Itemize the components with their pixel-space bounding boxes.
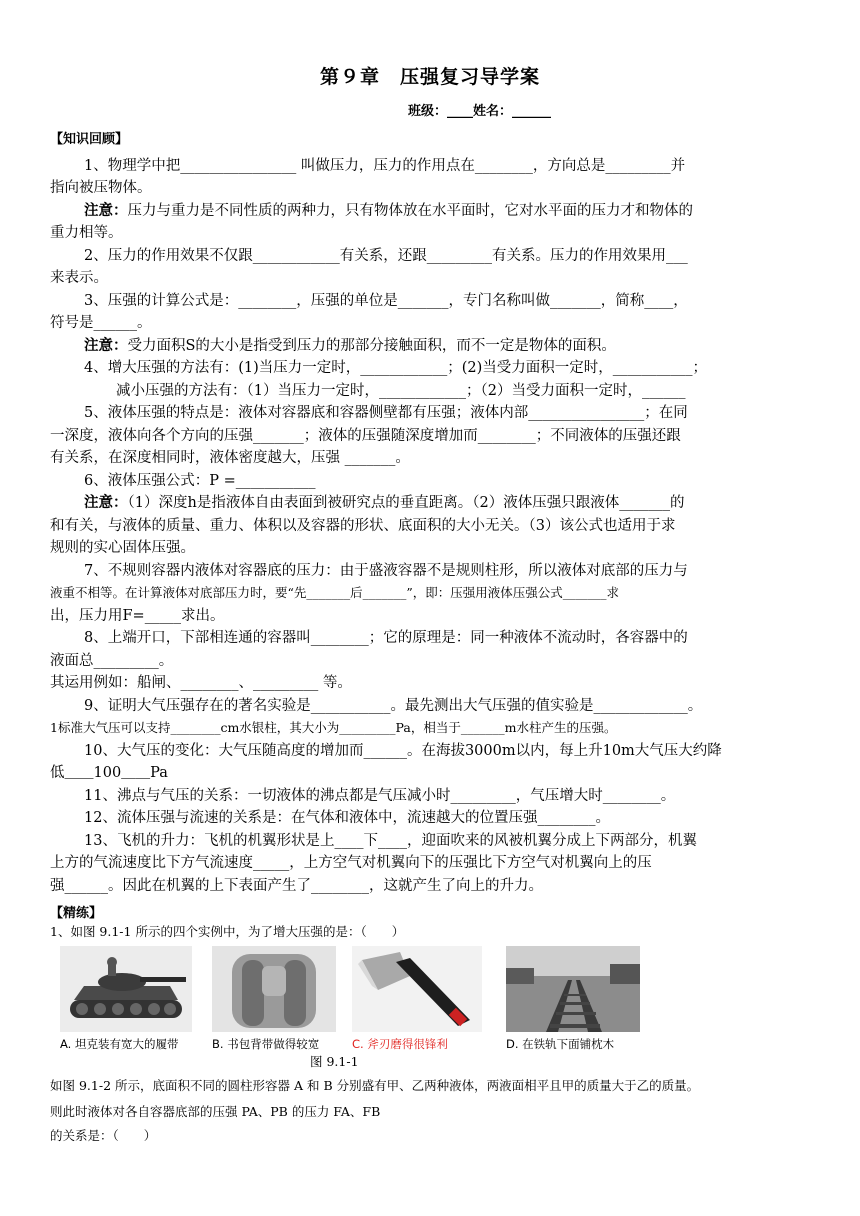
section-heading-practice: 【精练】 (50, 906, 103, 921)
text-line: 1标准大气压可以支持________cm水银柱，其大小为_________Pa，相当于_______m水柱产生的压强。 (50, 720, 617, 735)
photo-axe (352, 946, 482, 1056)
text-line: 上方的气流速度比下方气流速度_____，上方空气对机翼向下的压强比下方空气对机翼向上的压 (50, 855, 652, 871)
note-label: 注意： (84, 337, 128, 354)
text-line: 符号是______。 (50, 315, 152, 331)
text-line: 注意：受力面积S的大小是指受到压力的那部分接触面积，而不一定是物体的面积。 (84, 337, 616, 354)
text-line: 指向被压物体。 (50, 180, 152, 196)
text-line: 注意：（1）深度h是指液体自由表面到被研究点的垂直距离。（2）液体压强只跟液体_______的 (84, 494, 685, 511)
text-line: 5、液体压强的特点是：液体对容器底和容器侧壁都有压强；液体内部________________；在同 (84, 405, 688, 421)
question-1: 1、如图 9.1-1 所示的四个实例中，为了增大压强的是：（ ） (50, 924, 405, 939)
caption-a: A. 坦克装有宽大的履带 (60, 1037, 179, 1051)
text-line: 规则的实心固体压强。 (50, 540, 195, 556)
figure-label: 图 9.1-1 (310, 1054, 359, 1069)
text-line: 8、上端开口，下部相连通的容器叫________；它的原理是：同一种液体不流动时，各容器中的 (84, 630, 688, 646)
figure-9-1-1 (60, 946, 640, 1056)
text-line: 强______。因此在机翼的上下表面产生了________，这就产生了向上的升力。 (50, 878, 543, 894)
text-line: 1、物理学中把________________ 叫做压力，压力的作用点在________，方向总是_________并 (84, 158, 686, 174)
question-2-line: 则此时液体对各自容器底部的压强 PA、PB 的压力 FA、FB (50, 1104, 381, 1119)
text-line: 2、压力的作用效果不仅跟____________有关系，还跟_________有关系。压力的作用效果用___ (84, 248, 688, 264)
text-line: 9、证明大气压强存在的著名实验是___________。最先测出大气压强的值实验是_____________。 (84, 698, 703, 714)
text-line: 6、液体压强公式：P =___________ (84, 473, 316, 489)
question-2-line: 如图 9.1-2 所示，底面积不同的圆柱形容器 A 和 B 分别盛有甲、乙两种液体，两液面相平且甲的质量大于乙的质量。 (50, 1078, 700, 1093)
text-line: 10、大气压的变化：大气压随高度的增加而______。在海拔3000m以内，每上升10m大气压大约降 (84, 743, 722, 759)
text-line: 11、沸点与气压的关系：一切液体的沸点都是气压减小时_________，气压增大时________。 (84, 788, 676, 804)
text-line: 液面总_________。 (50, 653, 174, 669)
railway-image (506, 946, 640, 1032)
text-line: 有关系，在深度相同时，液体密度越大，压强 _______。 (50, 450, 410, 466)
class-name-line: 班级：____姓名：______ (408, 104, 552, 119)
axe-image (352, 946, 482, 1032)
text-line: 液重不相等。在计算液体对底部压力时，要“先_______后_______”，即：压强用液体压强公式_______求 (50, 585, 620, 600)
text-line: 减小压强的方法有：（1）当压力一定时，____________；（2）当受力面积一定时，______ (116, 383, 686, 399)
text-line: 3、压强的计算公式是：________，压强的单位是_______，专门名称叫做_______，简称____， (84, 293, 688, 309)
text-line: 12、流体压强与流速的关系是：在气体和液体中，流速越大的位置压强________。 (84, 810, 610, 826)
note-label: 注意： (84, 202, 128, 219)
text-line: 出，压力用F=_____求出。 (50, 608, 225, 624)
backpack-image (212, 946, 336, 1032)
text-line: 重力相等。 (50, 225, 123, 241)
text-line: 和有关，与液体的质量、重力、体积以及容器的形状、底面积的大小无关。（3）该公式也适用于求 (50, 518, 676, 534)
text-line: 来表示。 (50, 270, 108, 286)
text-line: 注意：压力与重力是不同性质的两种力，只有物体放在水平面时，它对水平面的压力才和物体的 (84, 202, 693, 219)
caption-c: C. 斧刃磨得很锋利 (352, 1037, 448, 1051)
text-line: 低＿＿100＿＿Pa (50, 765, 168, 781)
photo-backpack (212, 946, 336, 1056)
photo-railway (506, 946, 640, 1056)
section-heading-review: 【知识回顾】 (50, 132, 129, 147)
text-line: 13、飞机的升力：飞机的机翼形状是上____下____，迎面吹来的风被机翼分成上下两部分，机翼 (84, 833, 697, 849)
text-line: 4、增大压强的方法有：(1)当压力一定时，____________；(2)当受力面积一定时，___________； (84, 360, 708, 376)
page-title: 第９章 压强复习导学案 (319, 66, 540, 88)
text-line: 一深度，液体向各个方向的压强_______；液体的压强随深度增加而________；不同液体的压强还跟 (50, 428, 681, 444)
caption-b: B. 书包背带做得较宽 (212, 1037, 320, 1051)
caption-d: D. 在铁轨下面铺枕木 (506, 1037, 615, 1051)
question-2-line: 的关系是：（ ） (50, 1128, 157, 1143)
text-line: 其运用例如：船闸、________、_________ 等。 (50, 675, 352, 691)
photo-tank (60, 946, 192, 1056)
note-label: 注意： (84, 494, 128, 511)
text-line: 7、不规则容器内液体对容器底的压力：由于盛液容器不是规则柱形，所以液体对底部的压力与 (84, 563, 688, 579)
tank-image (60, 946, 192, 1032)
